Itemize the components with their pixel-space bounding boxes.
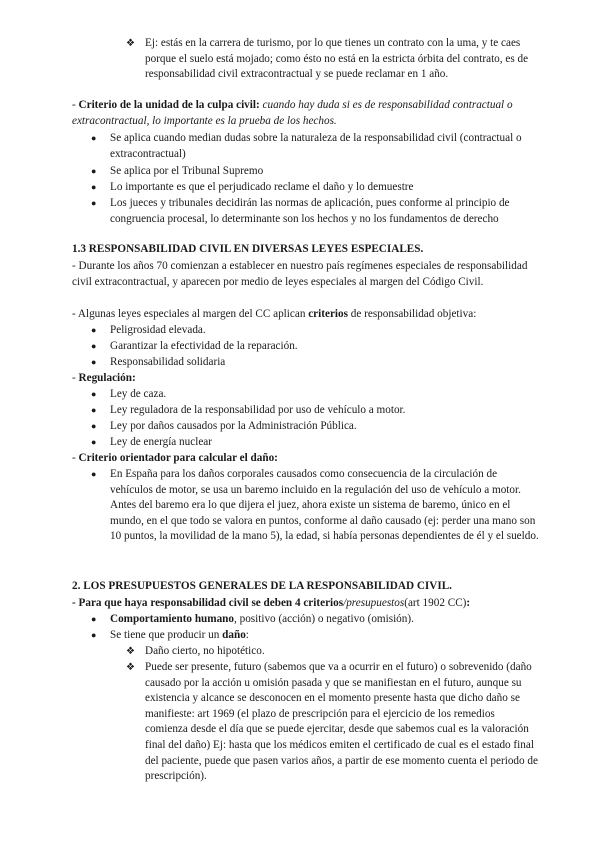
bullet-icon: ● — [91, 357, 97, 367]
paragraph-anos-70: - Durante los años 70 comienzan a establecer en nuestro país regímenes especiales de responsabilidad civil extracontractual, y aparecen por medio de leyes especiales al margen del Código Civil. — [72, 260, 528, 288]
section-heading-2: 2. LOS PRESUPUESTOS GENERALES DE LA RESPONSABILIDAD CIVIL. — [72, 580, 452, 592]
unidad-culpa-title: Criterio de la unidad de la culpa civil: — [78, 99, 260, 111]
bullet-icon: ● — [91, 630, 97, 640]
diamond-bullet-icon: ❖ — [126, 646, 135, 657]
criterio-orientador-heading: - Criterio orientador para calcular el daño: — [72, 452, 278, 464]
bullet-icon: ● — [91, 405, 97, 415]
bullet-icon: ● — [91, 614, 97, 624]
section-heading-1-3: 1.3 RESPONSABILIDAD CIVIL EN DIVERSAS LEYES ESPECIALES. — [72, 243, 424, 255]
bullet-icon: ● — [91, 198, 97, 208]
bullet-icon: ● — [91, 437, 97, 447]
bullet-icon: ● — [91, 182, 97, 192]
diamond-bullet-icon: ❖ — [126, 662, 135, 673]
bullet-icon: ● — [91, 341, 97, 351]
diamond-bullet-icon: ❖ — [126, 38, 135, 49]
bullet-icon: ● — [91, 166, 97, 176]
regulacion-heading: - Regulación: — [72, 372, 136, 384]
document-page: ❖ Ej: estás en la carrera de turismo, por lo que tienes un contrato con la uma, y te caes porque el suelo está mojado; como ésto no está en la estricta órbita del contrato, es de responsabilidad civil extracontractual y se puede reclamar en 1 año. - Criterio de la unidad de la culpa civil: cuando hay duda si es de responsabilidad contractual o extracontractual, lo importante es la prueba de los hechos. ● Se aplica cuando median dudas sobre la naturaleza de la responsabilidad civil (contractual o extracontractual) ● Se aplica por el Tribunal Supremo ● Lo importante es que el perjudicado reclame el daño y lo demuestre ● Los jueces y tribunales decidirán las normas de aplicación, pues conforme al principio de congruencia procesal, lo determinante son los hechos y no los fundamentos de derecho 1.3 RESPONSABILIDAD CIVIL EN DIVERSAS LEYES ESPECIALES. - Durante los años 70 comienzan a establecer en nuestro país regímenes especiales de responsabilidad civil extracontractual, y aparecen por medio de leyes especiales al margen del Código Civil. - Algunas leyes especiales al margen del CC aplican criterios de responsabilidad objetiva: ● Peligrosidad elevada. ● Garantizar la efectividad de la reparación. ● Responsabilidad solidaria - Regulación: ● Ley de caza. ● Ley reguladora de la responsabilidad por uso de vehículo a motor. ● Ley por daños causados por la Administración Pública. ● Ley de energía nuclear - Criterio orientador para calcular el daño: ● En España para los daños corporales causados como consecuencia de la circulación de vehículos de motor, se usa un baremo incluido en la regulación del uso de vehículo a motor. Antes del baremo era lo que dijera el juez, ahora existe un sistema de baremo, único en el mundo, en el que todo se valora en puntos, conforme al daño causado (ej: perder una mano son 10 puntos, la movilidad de la mano 5), la edad, si había personas dependientes de él y el sueldo. 2. LOS PRESUPUESTOS GENERALES DE LA RESPONSABILIDAD CIVIL. - Para que haya responsabilidad civil se deben 4 criterios/presupuestos(art 1902 CC): ● Comportamiento humano, positivo (acción) o negativo (omisión). ● Se tiene que producir un daño: ❖ Daño cierto, no hipotético. ❖ Puede ser presente, futuro (sabemos que va a ocurrir en el futuro) o sobrevenido (daño causado por la acción u omisión pasada y que se manifiestan en el futuro, aunque su existencia y alcance se desconocen en el momento presente hasta que dicho daño se manifieste: art 1969 (el plazo de prescripción para el ejercicio de los remedios comienza desde el día que se puede ejercitar, desde que sabemos cual es la valoración final del daño) Ej: hasta que los médicos emiten el certificado de cual es el estado final del paciente, puede que pasen varios años, a partir de ese momento cuenta el periodo de prescripción). — [72, 37, 539, 783]
bullet-icon: ● — [91, 469, 97, 479]
unidad-culpa-definition: cuando hay duda si es de responsabilidad contractual o extracontractual, lo importante es la prueba de los hechos. — [72, 99, 513, 127]
example-text: Ej: estás en la carrera de turismo, por lo que tienes un contrato con la uma, y te caes porque el suelo está mojado; como ésto no está en la estricta órbita del contrato, es de responsabilidad civil extracontractual y se puede reclamar en 1 año. — [145, 37, 529, 81]
bullet-icon: ● — [91, 325, 97, 335]
bullet-icon: ● — [91, 421, 97, 431]
bullet-icon: ● — [91, 133, 97, 143]
bullet-icon: ● — [91, 389, 97, 399]
presupuestos-intro: - Para que haya responsabilidad civil se deben 4 criterios/presupuestos(art 1902 CC): — [72, 597, 471, 609]
paragraph-leyes-especiales: - Algunas leyes especiales al margen del CC aplican criterios de responsabilidad objetiva: — [72, 308, 477, 320]
unidad-culpa-paragraph: - Criterio de la unidad de la culpa civil: cuando hay duda si es de responsabilidad contractual o extracontractual, lo importante es la prueba de los hechos. — [72, 99, 513, 127]
